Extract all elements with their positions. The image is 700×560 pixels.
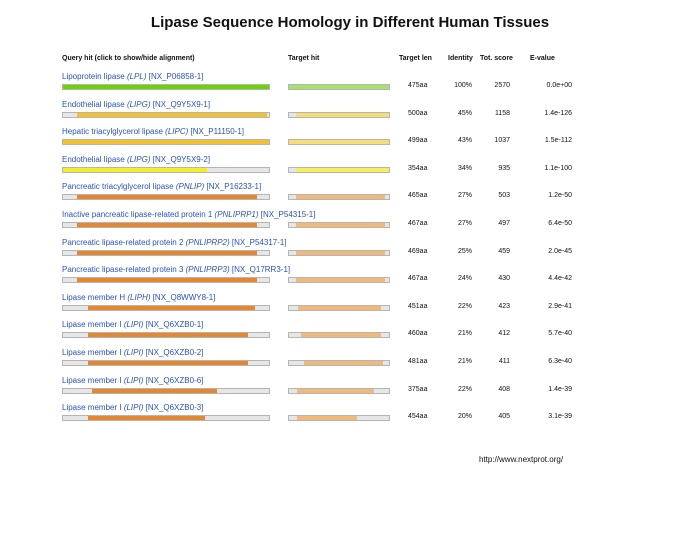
query-coverage-bar-fill xyxy=(77,251,256,255)
header-target-len: Target len xyxy=(399,55,432,62)
table-row xyxy=(0,100,700,128)
target-coverage-bar-fill xyxy=(297,416,357,420)
query-hit-link[interactable] xyxy=(62,403,203,412)
query-coverage-bar-fill xyxy=(77,195,256,199)
target-coverage-bar xyxy=(288,250,390,256)
query-coverage-bar xyxy=(62,305,270,311)
target-len: 499aa xyxy=(408,137,428,145)
target-len: 481aa xyxy=(408,358,428,365)
gene-symbol: (PNLIP) xyxy=(175,182,205,192)
footer-url: http://www.nextprot.org/ xyxy=(479,455,564,464)
target-coverage-bar xyxy=(288,332,390,338)
protein-name: Pancreatic lipase-related protein 2 xyxy=(62,237,186,247)
query-coverage-bar-fill xyxy=(88,361,249,365)
query-hit-link[interactable] xyxy=(62,100,210,109)
evalue: 4.4e-42 xyxy=(548,275,572,283)
total-score: 459 xyxy=(498,247,510,255)
table-row xyxy=(0,182,700,210)
accession: [NX_Q9Y5X9-1] xyxy=(150,99,211,109)
query-coverage-bar xyxy=(62,84,270,90)
evalue: 1.4e-39 xyxy=(548,385,572,393)
identity: 24% xyxy=(457,275,472,283)
gene-symbol: (LIPG) xyxy=(126,154,151,164)
query-hit-link[interactable] xyxy=(62,182,261,191)
evalue: 2.9e-41 xyxy=(548,302,572,310)
identity: 43% xyxy=(457,137,472,145)
table-row xyxy=(0,403,700,431)
accession: [NX_Q9Y5X9-2] xyxy=(150,154,211,164)
query-coverage-bar-fill xyxy=(77,113,267,117)
accession: [NX_P06858-1] xyxy=(146,72,204,81)
query-coverage-bar xyxy=(62,360,270,366)
target-len: 469aa xyxy=(408,247,428,255)
target-len: 454aa xyxy=(408,413,428,421)
protein-name: Pancreatic triacylglycerol lipase xyxy=(62,182,176,192)
accession: [NX_Q6XZB0-3] xyxy=(143,403,204,413)
total-score: 423 xyxy=(498,302,510,310)
query-hit-link[interactable] xyxy=(62,265,290,274)
target-coverage-bar-fill xyxy=(289,140,389,144)
accession: [NX_Q6XZB0-2] xyxy=(143,348,204,357)
target-coverage-bar-fill xyxy=(296,168,389,172)
target-len: 375aa xyxy=(408,385,428,393)
identity: 21% xyxy=(457,330,472,338)
gene-symbol: (PNLIPRP3) xyxy=(185,265,230,275)
table-row xyxy=(0,376,700,404)
target-coverage-bar-fill xyxy=(296,113,389,117)
header-evalue: E-value xyxy=(530,55,555,62)
accession: [NX_P16233-1] xyxy=(204,182,262,192)
target-len: 475aa xyxy=(408,82,428,89)
gene-symbol: (PNLIPRP2) xyxy=(185,237,230,247)
target-coverage-bar xyxy=(288,360,390,366)
query-hit-link[interactable] xyxy=(62,127,244,136)
accession: [NX_P54317-1] xyxy=(229,237,287,247)
target-coverage-bar-fill xyxy=(296,278,385,282)
target-coverage-bar xyxy=(288,139,390,145)
table-row xyxy=(0,320,700,348)
total-score: 405 xyxy=(498,413,510,421)
target-coverage-bar xyxy=(288,305,390,311)
protein-name: Lipase member I xyxy=(62,348,124,357)
target-coverage-bar-fill xyxy=(296,251,385,255)
query-coverage-bar-fill xyxy=(88,306,255,310)
query-coverage-bar xyxy=(62,332,270,338)
target-coverage-bar-fill xyxy=(297,389,374,393)
protein-name: Endothelial lipase xyxy=(62,99,127,109)
gene-symbol: (LIPI) xyxy=(123,348,144,357)
evalue: 2.0e-45 xyxy=(548,247,572,255)
gene-symbol: (LIPH) xyxy=(127,292,151,302)
accession: [NX_Q6XZB0-6] xyxy=(143,375,204,385)
query-hit-link[interactable] xyxy=(62,376,203,385)
total-score: 412 xyxy=(498,330,510,338)
total-score: 497 xyxy=(498,220,510,227)
evalue: 1.4e-126 xyxy=(544,109,572,117)
target-coverage-bar xyxy=(288,415,390,421)
total-score: 1037 xyxy=(494,137,510,145)
protein-name: Hepatic triacylglycerol lipase xyxy=(62,127,166,137)
target-len: 451aa xyxy=(408,302,428,310)
total-score: 503 xyxy=(498,192,510,200)
total-score: 411 xyxy=(498,358,510,365)
protein-name: Lipase member I xyxy=(62,320,124,330)
query-coverage-bar xyxy=(62,415,270,421)
evalue: 5.7e-40 xyxy=(548,330,572,338)
table-row xyxy=(0,348,700,376)
target-coverage-bar xyxy=(288,84,390,90)
table-row xyxy=(0,265,700,293)
protein-name: Lipase member H xyxy=(62,292,128,302)
query-coverage-bar-fill xyxy=(63,140,269,144)
evalue: 0.0e+00 xyxy=(546,82,572,89)
target-len: 467aa xyxy=(408,220,428,227)
table-row xyxy=(0,155,700,183)
identity: 22% xyxy=(457,302,472,310)
accession: [NX_P54315-1] xyxy=(258,210,316,219)
identity: 27% xyxy=(457,192,472,200)
query-coverage-bar xyxy=(62,222,270,228)
target-len: 500aa xyxy=(408,109,428,117)
query-coverage-bar-fill xyxy=(88,333,249,337)
evalue: 1.2e-50 xyxy=(548,192,572,200)
query-coverage-bar xyxy=(62,112,270,118)
accession: [NX_P11150-1] xyxy=(188,127,245,137)
total-score: 430 xyxy=(498,275,510,283)
accession: [NX_Q6XZB0-1] xyxy=(143,320,204,330)
query-coverage-bar xyxy=(62,167,270,173)
accession: [NX_Q8WWY8-1] xyxy=(150,292,216,302)
gene-symbol: (LIPI) xyxy=(123,403,144,413)
identity: 27% xyxy=(457,220,472,227)
query-coverage-bar xyxy=(62,194,270,200)
table-row xyxy=(0,72,700,100)
accession: [NX_Q17RR3-1] xyxy=(229,265,291,275)
target-len: 467aa xyxy=(408,275,428,283)
target-coverage-bar xyxy=(288,388,390,394)
evalue: 1.5e-112 xyxy=(544,137,572,145)
query-coverage-bar-fill xyxy=(88,416,205,420)
query-coverage-bar-fill xyxy=(77,278,256,282)
query-coverage-bar xyxy=(62,250,270,256)
gene-symbol: (LIPC) xyxy=(165,127,189,137)
target-coverage-bar-fill xyxy=(296,195,385,199)
target-coverage-bar xyxy=(288,222,390,228)
target-len: 354aa xyxy=(408,164,428,172)
target-len: 460aa xyxy=(408,330,428,338)
target-coverage-bar-fill xyxy=(304,361,383,365)
query-coverage-bar-fill xyxy=(92,389,218,393)
query-coverage-bar-fill xyxy=(77,223,256,227)
target-coverage-bar xyxy=(288,112,390,118)
query-coverage-bar xyxy=(62,388,270,394)
identity: 20% xyxy=(457,413,472,421)
gene-symbol: (LIPI) xyxy=(123,375,144,385)
header-target-hit: Target hit xyxy=(288,55,320,62)
header-identity: Identity xyxy=(448,55,473,62)
gene-symbol: (LIPG) xyxy=(126,99,151,109)
target-coverage-bar-fill xyxy=(298,306,381,310)
table-row xyxy=(0,210,700,238)
header-total-score: Tot. score xyxy=(480,55,513,62)
identity: 45% xyxy=(457,109,472,117)
target-coverage-bar xyxy=(288,194,390,200)
total-score: 2570 xyxy=(494,82,510,89)
protein-name: Lipoprotein lipase xyxy=(62,72,127,81)
header-query-hit: Query hit (click to show/hide alignment) xyxy=(62,55,195,62)
identity: 34% xyxy=(457,164,472,172)
protein-name: Pancreatic lipase-related protein 3 xyxy=(62,265,186,275)
identity: 100% xyxy=(454,82,472,89)
protein-name: Inactive pancreatic lipase-related protein 1 xyxy=(62,210,215,219)
query-coverage-bar-fill xyxy=(63,168,207,172)
target-coverage-bar-fill xyxy=(296,223,385,227)
identity: 25% xyxy=(457,247,472,255)
query-hit-link[interactable] xyxy=(62,293,215,302)
evalue: 6.3e-40 xyxy=(548,358,572,365)
identity: 22% xyxy=(457,385,472,393)
query-hit-link[interactable] xyxy=(62,348,203,357)
evalue: 3.1e-39 xyxy=(548,413,572,421)
total-score: 1158 xyxy=(494,109,510,117)
total-score: 408 xyxy=(498,385,510,393)
query-hit-link[interactable] xyxy=(62,155,210,164)
page-title: Lipase Sequence Homology in Different Human Tissues xyxy=(150,14,550,31)
gene-symbol: (LPL) xyxy=(126,72,147,81)
target-coverage-bar xyxy=(288,277,390,283)
query-coverage-bar-fill xyxy=(63,85,269,89)
evalue: 6.4e-50 xyxy=(548,220,572,227)
query-hit-link[interactable] xyxy=(62,238,287,247)
protein-name: Lipase member I xyxy=(62,375,124,385)
query-coverage-bar xyxy=(62,139,270,145)
identity: 21% xyxy=(457,358,472,365)
target-coverage-bar xyxy=(288,167,390,173)
target-coverage-bar-fill xyxy=(289,85,389,89)
protein-name: Endothelial lipase xyxy=(62,154,127,164)
target-coverage-bar-fill xyxy=(301,333,381,337)
query-hit-link[interactable] xyxy=(62,210,315,219)
protein-name: Lipase member I xyxy=(62,403,124,413)
table-row xyxy=(0,238,700,266)
table-row xyxy=(0,293,700,321)
query-hit-link[interactable] xyxy=(62,320,203,329)
query-coverage-bar xyxy=(62,277,270,283)
evalue: 1.1e-100 xyxy=(544,164,572,172)
total-score: 935 xyxy=(498,164,510,172)
target-len: 465aa xyxy=(408,192,428,200)
query-hit-link[interactable] xyxy=(62,72,203,81)
gene-symbol: (LIPI) xyxy=(123,320,144,330)
gene-symbol: (PNLIPRP1) xyxy=(214,210,259,219)
table-row xyxy=(0,127,700,155)
